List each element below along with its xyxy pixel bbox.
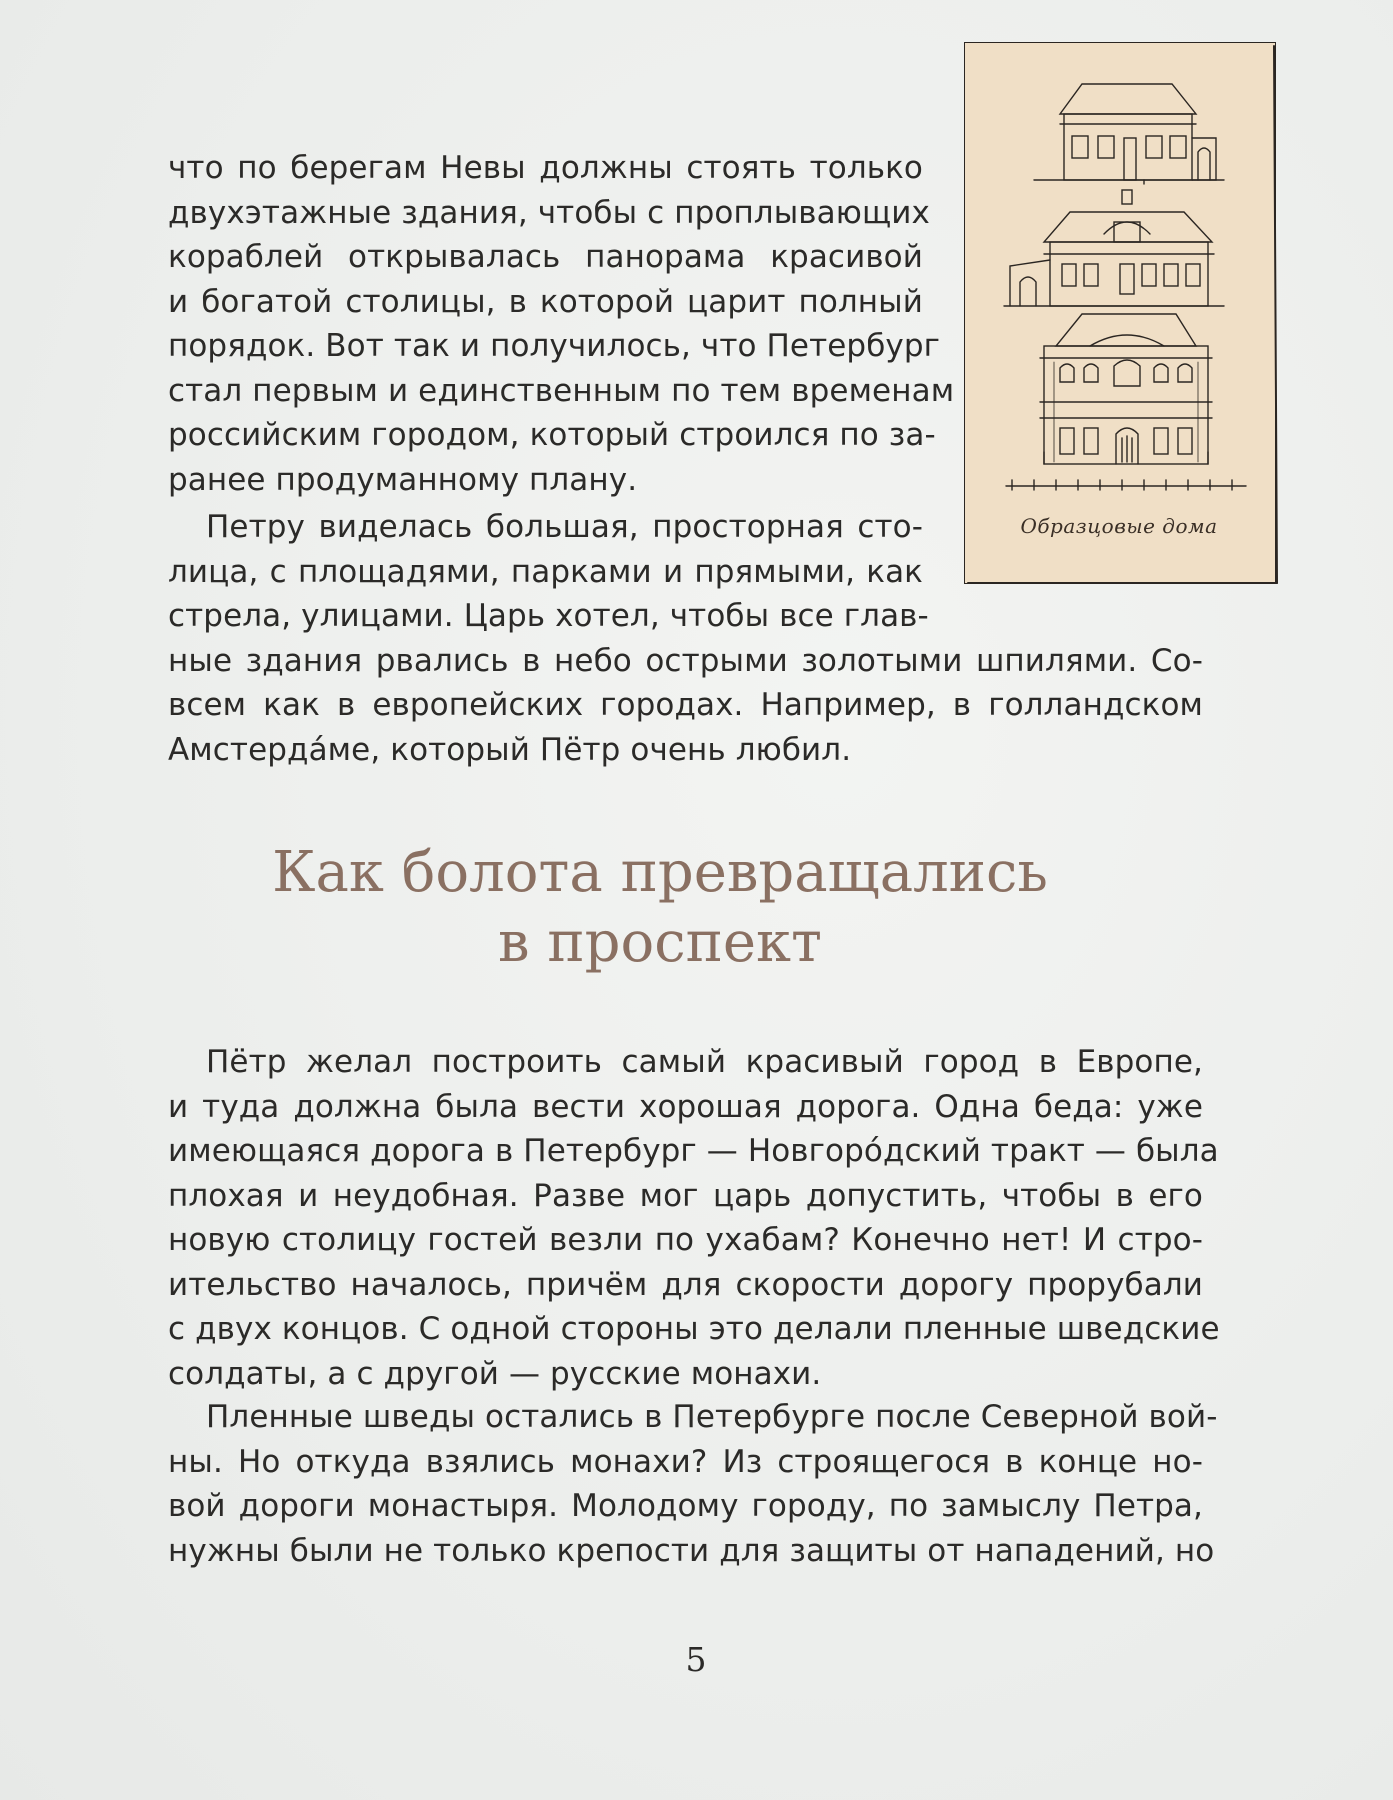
paragraph-4 — [168, 1395, 1218, 1573]
fence-line — [1006, 480, 1246, 490]
text-line: нужны были не только крепости для защиты от нападений, но — [168, 1532, 1215, 1569]
text-line: стал первым и единственным по тем временам — [168, 372, 955, 409]
text-line: с двух концов. С одной стороны это делали пленные шведские — [168, 1311, 1220, 1347]
text-line: Петру виделась большая, просторная сто- — [206, 509, 923, 545]
text-line: кораблей открывалась панорама красивой — [168, 239, 923, 275]
text-line: что по берегам Невы должны стоять только — [168, 150, 923, 186]
house-one-storey — [1034, 84, 1224, 184]
text-line: стрела, улицами. Царь хотел, чтобы все глав- — [168, 598, 929, 634]
text-line: вой дороги монастыря. Молодому городу, по замыслу Петра, — [168, 1488, 1203, 1524]
sample-houses-illustration — [964, 42, 1280, 587]
text-line: Амстердáме, который Пётр очень любил. — [168, 731, 852, 768]
text-line: ные здания рвались в небо острыми золотыми шпилями. Со- — [168, 642, 1203, 679]
paragraph-3 — [168, 1040, 1220, 1396]
text-line: порядок. Вот так и получилось, что Петербург — [168, 328, 941, 364]
text-line: российским городом, который строился по за- — [168, 417, 936, 453]
text-line: Пётр желал построить самый красивый город в Европе, — [206, 1044, 1203, 1080]
text-line: новую столицу гостей везли по ухабам? Конечно нет! И стро- — [168, 1222, 1203, 1258]
text-line: Пленные шведы остались в Петербурге после Северной вой- — [206, 1399, 1218, 1435]
text-line: солдаты, а с другой — русские монахи. — [168, 1355, 822, 1392]
heading-line: Как болота превращались — [272, 840, 1048, 905]
text-line: и богатой столицы, в которой царит полный — [168, 283, 923, 320]
text-line: ительство началось, причём для скорости дорогу прорубали — [168, 1266, 1203, 1303]
house-two-storey — [1004, 190, 1224, 306]
section-heading — [200, 838, 1120, 978]
heading-line: в проспект — [497, 910, 823, 975]
text-line: лица, с площадями, парками и прямыми, как — [168, 553, 923, 590]
paragraph-1 — [168, 146, 955, 502]
text-line: имеющаяся дорога в Петербург — Новгорóдский тракт — была — [168, 1133, 1219, 1169]
houses-drawing — [964, 42, 1280, 587]
text-line: всем как в европейских городах. Например, в голландском — [168, 687, 1203, 723]
text-line: и туда должна была вести хорошая дорога. Одна беда: уже — [168, 1088, 1203, 1125]
text-line: двухэтажные здания, чтобы с проплывающих — [168, 194, 930, 231]
text-line: ны. Но откуда взялись монахи? Из строящегося в конце но- — [168, 1443, 1203, 1480]
text-line: плохая и неудобная. Разве мог царь допустить, чтобы в его — [168, 1177, 1203, 1214]
page-number: 5 — [685, 1640, 707, 1679]
house-palace — [1040, 314, 1212, 464]
illustration-caption: Образцовые дома — [1020, 514, 1218, 538]
text-line: ранее продуманному плану. — [168, 461, 638, 498]
